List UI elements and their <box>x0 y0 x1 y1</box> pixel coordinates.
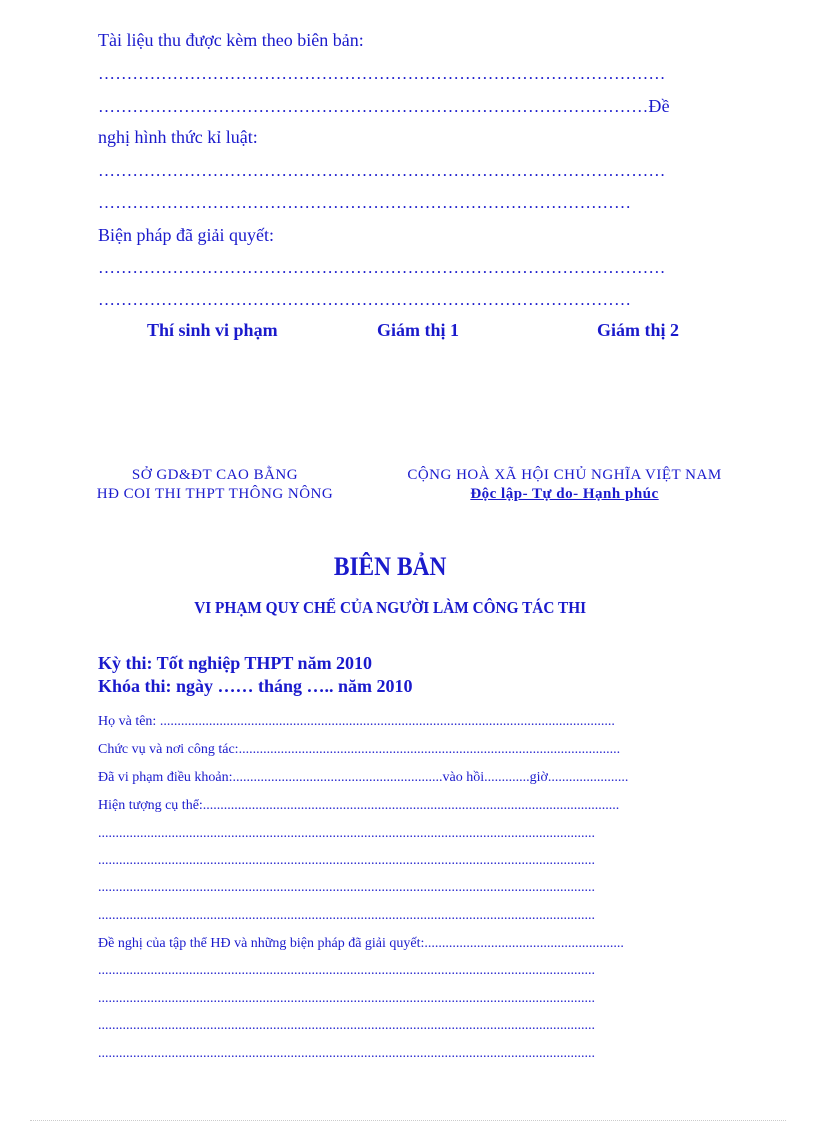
signature-candidate: Thí sinh vi phạm <box>147 320 278 340</box>
blank-line: .............................................................................................................................................. <box>98 826 595 841</box>
dotted-line: ……………………………………………………………………………………… <box>98 258 666 277</box>
attached-docs-label: Tài liệu thu được kèm theo biên bản: <box>98 30 364 50</box>
department-name: SỞ GD&ĐT CAO BẰNG <box>131 467 299 483</box>
blank-line: .............................................................................................................................................. <box>98 853 595 868</box>
page-bottom-rule <box>30 1120 786 1121</box>
dotted-line: ………………………………………………………………………………… <box>98 290 632 309</box>
dotted-line <box>98 96 670 117</box>
discipline-label: nghị hình thức kỉ luật: <box>98 127 258 147</box>
signature-proctor-1: Giám thị 1 <box>377 320 460 340</box>
measures-label: Biện pháp đã giải quyết: <box>98 225 274 245</box>
blank-line: .............................................................................................................................................. <box>98 1046 595 1061</box>
field-full-name: Họ và tên: .................................................................................................................................. <box>98 714 615 729</box>
signature-proctor-2: Giám thị 2 <box>597 320 680 340</box>
blank-line: .............................................................................................................................................. <box>98 908 595 923</box>
blank-line: .............................................................................................................................................. <box>98 1018 595 1033</box>
council-name: HĐ COI THI THPT THÔNG NÔNG <box>96 486 334 502</box>
blank-line: .............................................................................................................................................. <box>98 880 595 895</box>
exam-name: Kỳ thi: Tốt nghiệp THPT năm 2010 <box>98 653 373 673</box>
national-motto-text: Độc lập- Tự do- Hạnh phúc <box>470 486 659 502</box>
line-continuation-text: Đề <box>648 96 670 116</box>
field-position-workplace: Chức vụ và nơi công tác:............................................................................................................. <box>98 742 621 757</box>
document-title: BIÊN BẢN <box>333 552 447 581</box>
document-subtitle: VI PHẠM QUY CHẾ CỦA NGƯỜI LÀM CÔNG TÁC THI <box>194 598 587 617</box>
national-title: CỘNG HOÀ XÃ HỘI CHỦ NGHĨA VIỆT NAM <box>407 467 722 483</box>
field-violated-clause: Đã vi phạm điều khoản:............................................................vào hồi.............giờ....................... <box>98 770 629 785</box>
blank-line: .............................................................................................................................................. <box>98 963 595 978</box>
dotted-line: ……………………………………………………………………………………… <box>98 161 666 180</box>
field-specific-incident: Hiện tượng cụ thể:....................................................................................................................... <box>98 798 620 813</box>
national-motto <box>372 486 757 503</box>
exam-session: Khóa thi: ngày …… tháng ….. năm 2010 <box>98 676 413 696</box>
dotted-line: ……………………………………………………………………………………… <box>98 64 666 83</box>
field-council-proposal: Đề nghị của tập thể HĐ và những biện pháp đã giải quyết:......................................................... <box>98 936 624 951</box>
dotted-line-fill: …………………………………………………………………………………… <box>98 97 649 116</box>
dotted-line: ………………………………………………………………………………… <box>98 193 632 212</box>
blank-line: .............................................................................................................................................. <box>98 991 595 1006</box>
